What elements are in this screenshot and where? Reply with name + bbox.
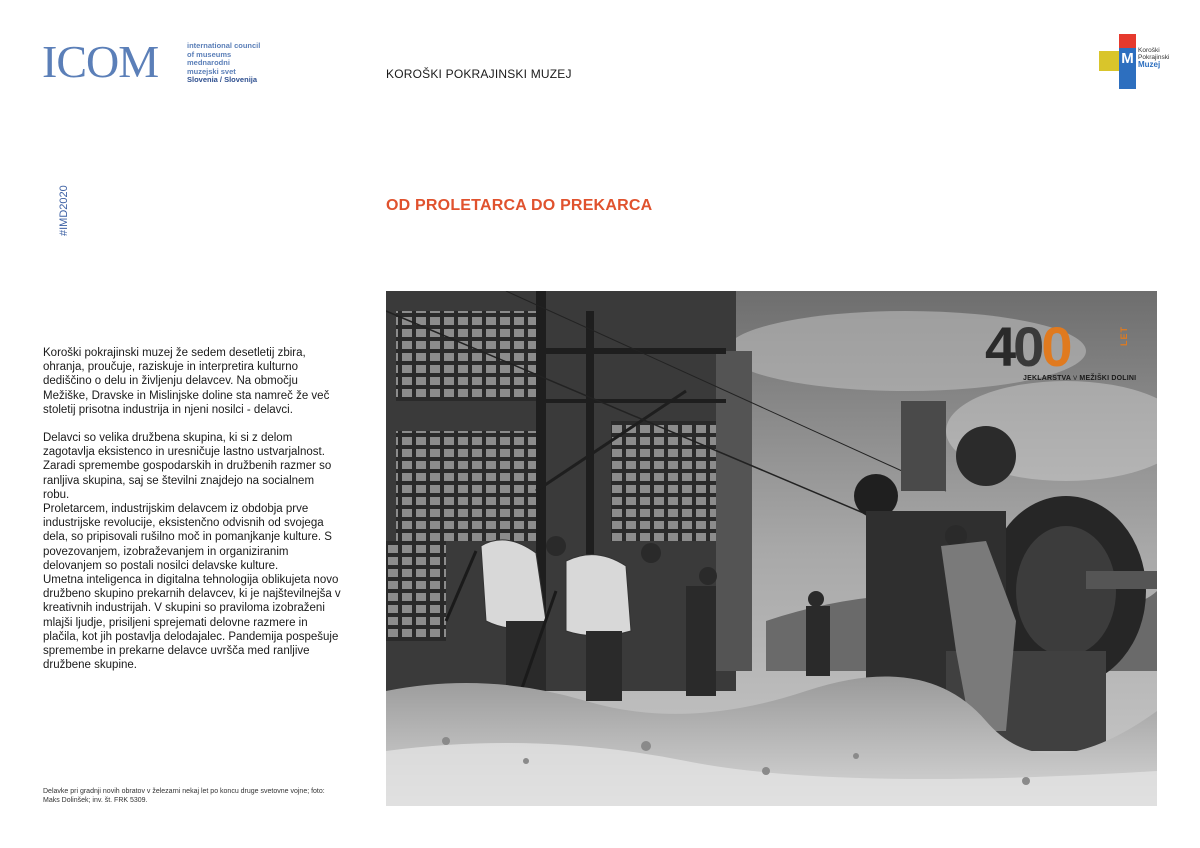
kpm-logo-blue-block [1119,70,1136,89]
icom-subtitle: international council of museums mednarodni muzejski svet Slovenia / Slovenija [187,41,261,84]
body-paragraph: Koroški pokrajinski muzej že sedem desetletij zbira, ohranja, proučuje, raziskuje in interpretira kulturno dediščino o delu in življenju delavcev. Na območju Mežiške, Dravske in Mislinjske doline sta namreč že več stoletij prisotna industrija in njeni nosilci - delavci. [43,347,330,416]
kpm-logo [1099,34,1169,90]
photo-caption: Delavke pri gradnji novih obratov v železarni nekaj let po koncu druge svetovne vojne; foto: Maks Dolinšek; inv. št. FRK 5309. [43,788,325,804]
body-paragraph: Delavci so velika družbena skupina, ki si z delom zagotavlja eksistenco in uresničuje lastno ustvarjalnost. Zaradi spremembe gospodarskih in družbenih razmer so ranljiva skupina, saj se številni znajdejo na socialnem robu. [43,432,332,501]
anniversary-tagline: JEKLARSTVA V MEŽIŠKI DOLINI [1023,375,1137,382]
anniversary-number: 400 [985,315,1070,378]
anniversary-let: LET [1119,326,1129,346]
body-paragraph: Proletarcem, industrijskim delavcem iz obdobja prve industrijske revolucije, eksistenčno odvisnih od svojega dela, so pripisovali rušilno moč in pomanjkanje kulture. S povezovanjem, izobraževanjem in organiziranim delovanjem so postali nosilci delavske kulture. [43,503,332,572]
icom-logo [42,36,272,87]
body-paragraph: Umetna inteligenca in digitalna tehnologija oblikujeta novo družbeno skupino prekarnih delavcev, ki je najštevilnejša v kreativnih industrijah. V skupini so praviloma izobraženi mlajši ljudje, prisiljeni sprejemati delovne razmere in plačila, kot jih postavlja delodajalec. Pandemija pospešuje spremembe in prekarne delavce uvršča med ranljive družbene skupine. [43,574,341,672]
icom-wordmark: ICOM [42,36,159,87]
kpm-logo-text: Koroški Pokrajinski Muzej [1138,47,1170,69]
page-title: OD PROLETARCA DO PREKARCA [386,197,653,214]
kpm-logo-yellow-block [1099,51,1119,71]
anniversary-logo [985,315,1137,388]
body-text [43,346,343,672]
kpm-logo-letter: M [1119,48,1136,70]
museum-name: KOROŠKI POKRAJINSKI MUZEJ [386,67,572,81]
hashtag: #IMD2020 [58,185,70,236]
